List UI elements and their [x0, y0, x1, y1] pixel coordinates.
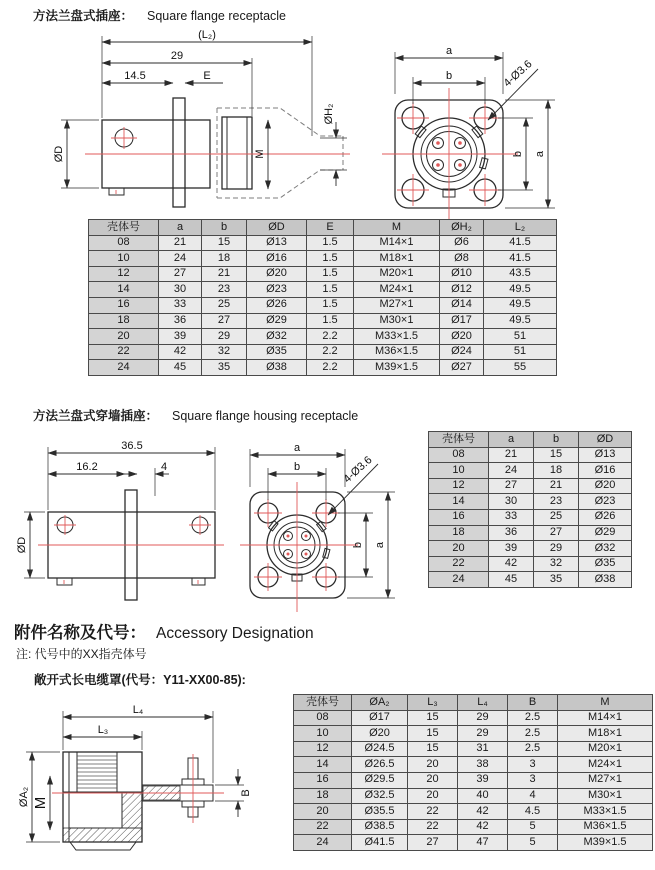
dim-m-label: M — [254, 149, 266, 159]
dim-14_5-label: 14.5 — [124, 70, 146, 82]
dim-right-label: 4 — [160, 461, 168, 473]
row-header-shell-number: 14 — [429, 494, 489, 510]
cell: 2.2 — [307, 360, 354, 376]
table-row — [294, 726, 653, 742]
cell: Ø38 — [579, 572, 632, 588]
dim-l3-label: L₃ — [97, 724, 109, 736]
cell: Ø35 — [579, 556, 632, 572]
column-header: L₃ — [408, 695, 458, 711]
cell: 33 — [489, 509, 534, 525]
row-header-shell-number: 08 — [294, 710, 352, 726]
receptacle-dimensions-table — [88, 219, 557, 376]
cell: 1.5 — [307, 266, 354, 282]
cell: 24 — [489, 463, 534, 479]
cell: M18×1 — [558, 726, 653, 742]
cell: M27×1 — [558, 772, 653, 788]
cell: 1.5 — [307, 235, 354, 251]
cell: 29 — [458, 710, 508, 726]
cell: Ø27 — [440, 360, 484, 376]
cell: M27×1 — [354, 297, 440, 313]
row-header-shell-number: 08 — [429, 447, 489, 463]
dim-holes-label: 4-Ø3.6 — [341, 454, 375, 486]
cell: 18 — [534, 463, 579, 479]
section1-title — [33, 6, 286, 24]
centerlines — [382, 88, 518, 220]
cell: 27 — [489, 478, 534, 494]
table-row — [89, 313, 557, 329]
dim-b-label: b — [445, 70, 453, 82]
column-header: a — [159, 220, 202, 236]
dim-a2-label: a — [374, 541, 386, 549]
cell: 4.5 — [508, 804, 558, 820]
cell: 29 — [534, 541, 579, 557]
cell: Ø10 — [440, 266, 484, 282]
row-header-shell-number: 12 — [429, 478, 489, 494]
cell: 15 — [408, 726, 458, 742]
receptacle-side-view-drawing — [35, 28, 365, 216]
row-header-shell-number: 18 — [89, 313, 159, 329]
cell: M24×1 — [354, 282, 440, 298]
cell: 55 — [484, 360, 557, 376]
row-header-shell-number: 16 — [89, 297, 159, 313]
housing-receptacle-dimensions-table — [428, 431, 632, 588]
cell: 22 — [408, 819, 458, 835]
knurling — [77, 756, 117, 788]
cell: 3 — [508, 772, 558, 788]
dim-b2-label: b — [352, 541, 364, 549]
table-row — [429, 541, 632, 557]
column-header: E — [307, 220, 354, 236]
table-header-row — [294, 695, 653, 711]
cell: Ø16 — [247, 251, 307, 267]
section1-title-en: Square flange receptacle — [147, 9, 286, 23]
cell: 27 — [159, 266, 202, 282]
section-hatch — [122, 792, 142, 828]
cell: Ø32 — [579, 541, 632, 557]
cell: 35 — [534, 572, 579, 588]
cell: 5 — [508, 835, 558, 851]
row-header-shell-number: 18 — [294, 788, 352, 804]
row-header-shell-number: 22 — [89, 344, 159, 360]
row-header-shell-number: 20 — [89, 329, 159, 345]
cell: 27 — [408, 835, 458, 851]
row-header-shell-number: 12 — [294, 741, 352, 757]
cell: 32 — [534, 556, 579, 572]
table-row — [429, 463, 632, 479]
cell: 15 — [202, 235, 247, 251]
row-header-shell-number: 20 — [429, 541, 489, 557]
cell: M39×1.5 — [354, 360, 440, 376]
cell: M20×1 — [558, 741, 653, 757]
row-header-shell-number: 14 — [294, 757, 352, 773]
cell: Ø29.5 — [352, 772, 408, 788]
cell: 31 — [458, 741, 508, 757]
row-header-shell-number: 20 — [294, 804, 352, 820]
row-header-shell-number: 22 — [294, 819, 352, 835]
housing-front-view-drawing — [246, 440, 423, 622]
dim-l2-label: (L₂) — [198, 29, 216, 41]
dimensions — [53, 29, 347, 189]
dim-holes-label: 4-Ø3.6 — [501, 58, 535, 90]
dim-left-label: 16.2 — [76, 461, 98, 473]
dimensions — [250, 442, 395, 598]
table-row — [294, 819, 653, 835]
row-header-shell-number: 10 — [89, 251, 159, 267]
cell: 15 — [408, 710, 458, 726]
dim-b-label: b — [293, 461, 301, 473]
cell: M14×1 — [558, 710, 653, 726]
dim-l4-label: L₄ — [132, 704, 144, 716]
section1-title-zh: 方法兰盘式插座： — [33, 9, 134, 23]
column-header: M — [558, 695, 653, 711]
dim-a2-label: ØA₂ — [18, 786, 30, 808]
cable-cover-subtitle: 敞开式长电缆罩(代号：Y11-XX00-85): — [34, 673, 246, 687]
column-header: 壳体号 — [294, 695, 352, 711]
accessory-note: 注: 代号中的XX指壳体号 — [16, 647, 147, 661]
row-header-shell-number: 14 — [89, 282, 159, 298]
cell: 21 — [489, 447, 534, 463]
table-row — [294, 788, 653, 804]
table-row — [89, 329, 557, 345]
cell: Ø20 — [352, 726, 408, 742]
cell: 36 — [159, 313, 202, 329]
column-header: ØD — [247, 220, 307, 236]
column-header: ØD — [579, 432, 632, 448]
cell: 32 — [202, 344, 247, 360]
cell: 23 — [202, 282, 247, 298]
table-row — [429, 556, 632, 572]
centerlines — [38, 515, 224, 584]
receptacle-front-view-drawing — [368, 30, 655, 222]
table-row — [294, 772, 653, 788]
cell: Ø26 — [579, 509, 632, 525]
receptacle-body-outline — [102, 98, 252, 207]
column-header: M — [354, 220, 440, 236]
cell: 29 — [202, 329, 247, 345]
cell: Ø13 — [247, 235, 307, 251]
cell: M33×1.5 — [354, 329, 440, 345]
cell: 27 — [534, 525, 579, 541]
cell: Ø14 — [440, 297, 484, 313]
column-header: ØH₂ — [440, 220, 484, 236]
row-header-shell-number: 18 — [429, 525, 489, 541]
cell: 47 — [458, 835, 508, 851]
cell: 42 — [159, 344, 202, 360]
table-row — [89, 360, 557, 376]
cell: 42 — [489, 556, 534, 572]
cell: 25 — [202, 297, 247, 313]
dim-a2-label: a — [534, 150, 546, 158]
section2-title — [33, 406, 358, 424]
cell: 2.2 — [307, 329, 354, 345]
accessory-heading-zh: 附件名称及代号： — [14, 624, 146, 642]
table-row — [429, 447, 632, 463]
cell: 27 — [202, 313, 247, 329]
cell: 3 — [508, 757, 558, 773]
dim-a-label: a — [445, 45, 453, 57]
cell: 39 — [159, 329, 202, 345]
cell: 41.5 — [484, 251, 557, 267]
table-row — [89, 344, 557, 360]
connector-face — [413, 118, 488, 197]
cell: Ø24.5 — [352, 741, 408, 757]
cell: 20 — [408, 757, 458, 773]
cell: Ø8 — [440, 251, 484, 267]
table-row — [429, 478, 632, 494]
cell: 35 — [202, 360, 247, 376]
table-row — [294, 710, 653, 726]
cell: M14×1 — [354, 235, 440, 251]
table-row — [89, 266, 557, 282]
cell: 39 — [458, 772, 508, 788]
row-header-shell-number: 08 — [89, 235, 159, 251]
section-hatch — [63, 828, 142, 842]
cell: Ø23 — [247, 282, 307, 298]
table-row — [89, 282, 557, 298]
cell: 51 — [484, 329, 557, 345]
row-header-shell-number: 10 — [429, 463, 489, 479]
cell: Ø17 — [440, 313, 484, 329]
dim-total-label: 36.5 — [121, 440, 143, 452]
cell: 21 — [202, 266, 247, 282]
cell: 21 — [534, 478, 579, 494]
column-header: b — [534, 432, 579, 448]
cell: Ø38 — [247, 360, 307, 376]
cell: 15 — [534, 447, 579, 463]
cell: 21 — [159, 235, 202, 251]
housing-side-view-drawing — [12, 426, 264, 618]
cell: 4 — [508, 788, 558, 804]
cell: 45 — [159, 360, 202, 376]
cell: Ø13 — [579, 447, 632, 463]
table-row — [294, 804, 653, 820]
cell: 20 — [408, 788, 458, 804]
cell: Ø38.5 — [352, 819, 408, 835]
cell: Ø20 — [247, 266, 307, 282]
table-header-row — [429, 432, 632, 448]
accessory-heading — [14, 619, 314, 643]
table-row — [89, 235, 557, 251]
row-header-shell-number: 24 — [294, 835, 352, 851]
dim-m-label: M — [32, 796, 49, 810]
cell: 40 — [458, 788, 508, 804]
table-row — [429, 525, 632, 541]
table-row — [294, 835, 653, 851]
cell: 5 — [508, 819, 558, 835]
cell: M33×1.5 — [558, 804, 653, 820]
dim-h2-label: ØH₂ — [323, 103, 335, 125]
centerlines — [240, 482, 358, 612]
cover-body-outline — [63, 752, 142, 850]
row-header-shell-number: 16 — [294, 772, 352, 788]
cell: 1.5 — [307, 282, 354, 298]
table-header-row — [89, 220, 557, 236]
dim-b2-label: b — [512, 150, 524, 158]
cell: 42 — [458, 819, 508, 835]
cell: 49.5 — [484, 282, 557, 298]
cell: Ø17 — [352, 710, 408, 726]
cell: Ø35.5 — [352, 804, 408, 820]
cell: M36×1.5 — [558, 819, 653, 835]
cell: Ø26 — [247, 297, 307, 313]
cell: 22 — [408, 804, 458, 820]
cell: 24 — [159, 251, 202, 267]
cell: 43.5 — [484, 266, 557, 282]
row-header-shell-number: 12 — [89, 266, 159, 282]
dim-e-label: E — [203, 70, 211, 82]
cell: 18 — [202, 251, 247, 267]
column-header: 壳体号 — [89, 220, 159, 236]
cell: M20×1 — [354, 266, 440, 282]
column-header: B — [508, 695, 558, 711]
cell: Ø32.5 — [352, 788, 408, 804]
cable-cover-drawing — [12, 696, 290, 868]
cell: Ø12 — [440, 282, 484, 298]
cell: M36×1.5 — [354, 344, 440, 360]
section2-title-zh: 方法兰盘式穿墙插座： — [33, 409, 159, 423]
dim-dd-label: ØD — [53, 145, 65, 163]
cell: Ø24 — [440, 344, 484, 360]
cell: 25 — [534, 509, 579, 525]
cell: M30×1 — [354, 313, 440, 329]
cell: 2.2 — [307, 344, 354, 360]
cell: 30 — [159, 282, 202, 298]
cell: Ø23 — [579, 494, 632, 510]
column-header: b — [202, 220, 247, 236]
column-header: L₂ — [484, 220, 557, 236]
column-header: 壳体号 — [429, 432, 489, 448]
cell: M30×1 — [558, 788, 653, 804]
cell: 15 — [408, 741, 458, 757]
cell: 42 — [458, 804, 508, 820]
cell: 1.5 — [307, 313, 354, 329]
cell: Ø26.5 — [352, 757, 408, 773]
cell: Ø41.5 — [352, 835, 408, 851]
dimensions — [16, 440, 215, 578]
table-row — [294, 741, 653, 757]
cell: 1.5 — [307, 297, 354, 313]
dim-b-label: B — [240, 789, 252, 797]
cell: 2.5 — [508, 741, 558, 757]
cell: Ø20 — [440, 329, 484, 345]
cell: Ø16 — [579, 463, 632, 479]
column-header: a — [489, 432, 534, 448]
row-header-shell-number: 24 — [429, 572, 489, 588]
cell: 2.5 — [508, 726, 558, 742]
cell: 41.5 — [484, 235, 557, 251]
cell: M24×1 — [558, 757, 653, 773]
cell: Ø29 — [247, 313, 307, 329]
table-row — [429, 494, 632, 510]
cell: 36 — [489, 525, 534, 541]
table-row — [89, 297, 557, 313]
cell: 30 — [489, 494, 534, 510]
cell: Ø29 — [579, 525, 632, 541]
table-row — [429, 572, 632, 588]
column-header: ØA₂ — [352, 695, 408, 711]
cell: M18×1 — [354, 251, 440, 267]
cell: 49.5 — [484, 297, 557, 313]
row-header-shell-number: 16 — [429, 509, 489, 525]
cell: Ø35 — [247, 344, 307, 360]
cell: 38 — [458, 757, 508, 773]
table-row — [294, 757, 653, 773]
cell: 2.5 — [508, 710, 558, 726]
dim-dd-label: ØD — [16, 536, 28, 554]
row-header-shell-number: 10 — [294, 726, 352, 742]
table-row — [429, 509, 632, 525]
accessory-heading-en: Accessory Designation — [156, 625, 314, 642]
row-header-shell-number: 22 — [429, 556, 489, 572]
cell: 39 — [489, 541, 534, 557]
dim-29-label: 29 — [170, 50, 184, 62]
cell: 49.5 — [484, 313, 557, 329]
cell: 51 — [484, 344, 557, 360]
cable-cover-dimensions-table — [293, 694, 653, 851]
row-header-shell-number: 24 — [89, 360, 159, 376]
column-header: L₄ — [458, 695, 508, 711]
cell: Ø20 — [579, 478, 632, 494]
base-lip — [70, 842, 136, 850]
cell: 23 — [534, 494, 579, 510]
cell: M39×1.5 — [558, 835, 653, 851]
section2-title-en: Square flange housing receptacle — [172, 409, 359, 423]
cell: Ø6 — [440, 235, 484, 251]
cell: 45 — [489, 572, 534, 588]
table-row — [89, 251, 557, 267]
dim-a-label: a — [293, 442, 301, 454]
cell: 33 — [159, 297, 202, 313]
cell: 29 — [458, 726, 508, 742]
cell: 20 — [408, 772, 458, 788]
cell: Ø32 — [247, 329, 307, 345]
cell: 1.5 — [307, 251, 354, 267]
